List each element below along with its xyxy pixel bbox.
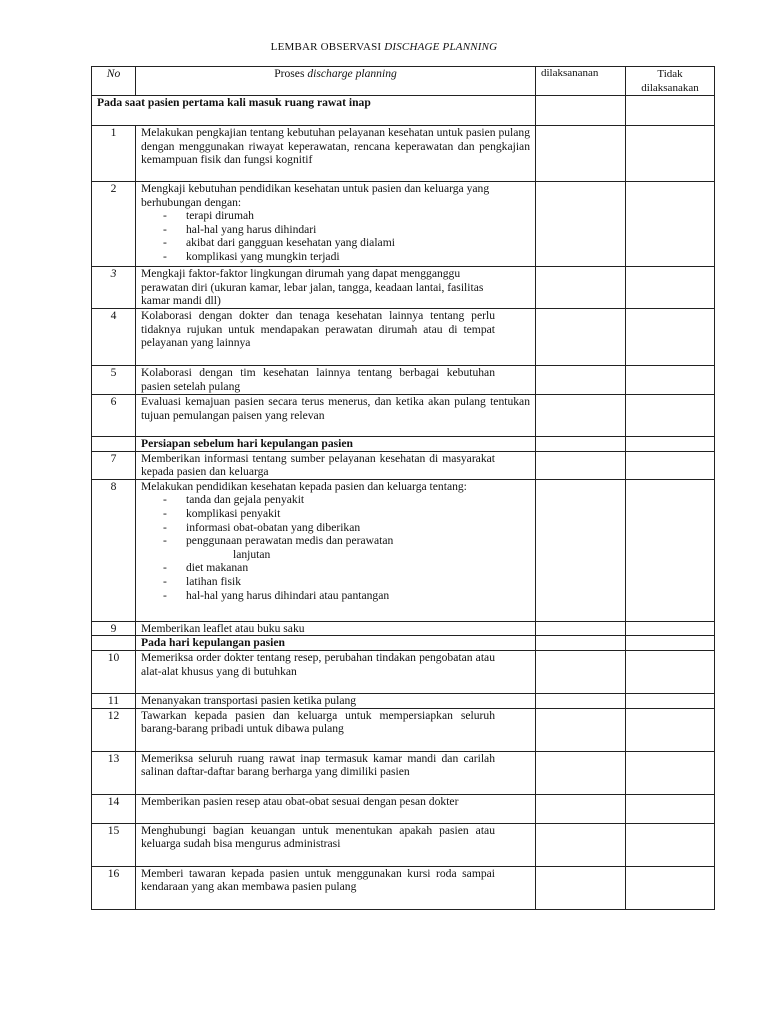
table-row — [92, 621, 715, 636]
header-process-prefix: Proses — [274, 67, 308, 80]
check-done[interactable] — [536, 267, 626, 309]
row-number: 7 — [92, 451, 136, 479]
check-not-done[interactable] — [626, 395, 715, 437]
header-process-italic: discharge planning — [307, 67, 397, 80]
row-text: Mengkaji kebutuhan pendidikan kesehatan untuk pasien dan keluarga yang berhubungan dengan: — [141, 182, 490, 209]
row-text: Menanyakan transportasi pasien ketika pulang — [136, 693, 536, 708]
list-item-text: penggunaan perawatan medis dan perawatan — [186, 534, 394, 548]
check-done[interactable] — [536, 366, 626, 395]
table-row — [92, 126, 715, 182]
row-text: Kolaborasi dengan tim kesehatan lainnya tentang berbagai kebutuhan pasien setelah pulang — [136, 366, 536, 395]
row-number: 13 — [92, 751, 136, 794]
check-not-done[interactable] — [626, 823, 715, 866]
check-not-done[interactable] — [626, 126, 715, 182]
list-item: - terapi dirumah — [141, 209, 530, 223]
list-item: - informasi obat-obatan yang diberikan — [141, 521, 490, 535]
table-row — [92, 267, 715, 309]
check-not-done[interactable] — [626, 650, 715, 693]
section-row — [92, 96, 715, 126]
row-number: 1 — [92, 126, 136, 182]
table-row — [92, 794, 715, 823]
check-done[interactable] — [536, 693, 626, 708]
check-done[interactable] — [536, 96, 626, 126]
check-not-done[interactable] — [626, 621, 715, 636]
list-item — [141, 534, 490, 561]
row-text: Kolaborasi dengan dokter dan tenaga kesehatan lainnya tentang perlu tidaknya rujukan untuk mendapakan perawatan dirumah atau di tempat pelayanan yang lainnya — [136, 309, 536, 366]
check-done[interactable] — [536, 451, 626, 479]
table-row — [92, 395, 715, 437]
empty-cell — [92, 437, 136, 452]
row-number: 15 — [92, 823, 136, 866]
bullet-list — [141, 493, 490, 602]
check-done[interactable] — [536, 866, 626, 909]
list-item: - akibat dari gangguan kesehatan yang dialami — [141, 236, 530, 250]
check-done[interactable] — [536, 395, 626, 437]
header-done: dilaksananan — [536, 67, 626, 96]
table-row — [92, 751, 715, 794]
check-done[interactable] — [536, 823, 626, 866]
table-row — [92, 479, 715, 621]
row-text: Memberikan informasi tentang sumber pelayanan kesehatan di masyarakat kepada pasien dan keluarga — [136, 451, 536, 479]
row-text: Melakukan pendidikan kesehatan kepada pasien dan keluarga tentang: — [141, 479, 467, 493]
row-number: 12 — [92, 708, 136, 751]
table-row — [92, 693, 715, 708]
row-number: 2 — [92, 182, 136, 267]
row-text: Memberi tawaran kepada pasien untuk menggunakan kursi roda sampai kendaraan yang akan membawa pasien pulang — [136, 866, 536, 909]
row-text: Menghubungi bagian keuangan untuk menentukan apakah pasien atau keluarga sudah bisa mengurus administrasi — [136, 823, 536, 866]
check-done[interactable] — [536, 309, 626, 366]
check-not-done[interactable] — [626, 693, 715, 708]
row-text: Evaluasi kemajuan pasien secara terus menerus, dan ketika akan pulang tentukan tujuan pemulangan paisen yang relevan — [136, 395, 536, 437]
row-number: 10 — [92, 650, 136, 693]
row-text: Tawarkan kepada pasien dan keluarga untuk mempersiapkan seluruh barang-barang pribadi untuk dibawa pulang — [136, 708, 536, 751]
check-done[interactable] — [536, 437, 626, 452]
check-done[interactable] — [536, 636, 626, 651]
row-text: Mengkaji faktor-faktor lingkungan dirumah yang dapat mengganggu perawatan diri (ukuran kamar, lebar jalan, tangga, keadaan lantai, fasilitas kamar mandi dll) — [136, 267, 536, 309]
check-done[interactable] — [536, 182, 626, 267]
page-title — [0, 41, 768, 53]
section-title: Persiapan sebelum hari kepulangan pasien — [136, 437, 536, 452]
row-number: 6 — [92, 395, 136, 437]
section-row — [92, 437, 715, 452]
check-done[interactable] — [536, 650, 626, 693]
section-row — [92, 636, 715, 651]
check-not-done[interactable] — [626, 96, 715, 126]
check-done[interactable] — [536, 126, 626, 182]
list-item: - latihan fisik — [141, 575, 490, 589]
list-item: - diet makanan — [141, 561, 490, 575]
check-not-done[interactable] — [626, 451, 715, 479]
check-not-done[interactable] — [626, 309, 715, 366]
row-number: 3 — [92, 267, 136, 309]
row-text: Memeriksa seluruh ruang rawat inap termasuk kamar mandi dan carilah salinan daftar-daftar barang berharga yang dimiliki pasien — [136, 751, 536, 794]
check-not-done[interactable] — [626, 479, 715, 621]
section-title: Pada hari kepulangan pasien — [136, 636, 536, 651]
row-content — [136, 182, 536, 267]
list-item: - hal-hal yang harus dihindari atau pantangan — [141, 589, 490, 603]
row-number: 14 — [92, 794, 136, 823]
row-text: Memberikan leaflet atau buku saku — [136, 621, 536, 636]
table-row — [92, 366, 715, 395]
table-row — [92, 823, 715, 866]
row-number: 9 — [92, 621, 136, 636]
table-row — [92, 451, 715, 479]
empty-cell — [92, 636, 136, 651]
row-text: Melakukan pengkajian tentang kebutuhan pelayanan kesehatan untuk pasien pulang dengan menggunakan riwayat keperawatan, rencana keperawatan dan pengkajian kemampuan fisik dan fungsi kognitif — [136, 126, 536, 182]
row-text: Memeriksa order dokter tentang resep, perubahan tindakan pengobatan atau alat-alat khusus yang di butuhkan — [136, 650, 536, 693]
check-not-done[interactable] — [626, 366, 715, 395]
bullet-list — [141, 209, 530, 263]
check-done[interactable] — [536, 479, 626, 621]
table-row — [92, 309, 715, 366]
row-content — [136, 479, 536, 621]
header-no: No — [92, 67, 136, 96]
row-number: 16 — [92, 866, 136, 909]
check-not-done[interactable] — [626, 794, 715, 823]
check-not-done[interactable] — [626, 636, 715, 651]
row-number: 4 — [92, 309, 136, 366]
list-item: - tanda dan gejala penyakit — [141, 493, 490, 507]
row-number: 8 — [92, 479, 136, 621]
table-row — [92, 866, 715, 909]
row-number: 5 — [92, 366, 136, 395]
table-row — [92, 182, 715, 267]
check-done[interactable] — [536, 794, 626, 823]
list-item-continuation: lanjutan — [233, 547, 271, 561]
check-done[interactable] — [536, 751, 626, 794]
check-not-done[interactable] — [626, 182, 715, 267]
title-main: LEMBAR OBSERVASI — [270, 41, 385, 53]
check-done[interactable] — [536, 708, 626, 751]
title-italic: DISCHAGE PLANNING — [384, 41, 498, 53]
section-title: Pada saat pasien pertama kali masuk ruang rawat inap — [92, 96, 536, 126]
table-row — [92, 708, 715, 751]
row-number: 11 — [92, 693, 136, 708]
check-not-done[interactable] — [626, 708, 715, 751]
check-not-done[interactable] — [626, 437, 715, 452]
list-item: - hal-hal yang harus dihindari — [141, 223, 530, 237]
observation-table — [91, 66, 715, 910]
row-text: Memberikan pasien resep atau obat-obat sesuai dengan pesan dokter — [136, 794, 536, 823]
check-done[interactable] — [536, 621, 626, 636]
header-not-done: Tidak dilaksanakan — [626, 67, 715, 96]
header-process — [136, 67, 536, 96]
header-row — [92, 67, 715, 96]
table-row — [92, 650, 715, 693]
list-item: - komplikasi yang mungkin terjadi — [141, 250, 530, 264]
list-item: - komplikasi penyakit — [141, 507, 490, 521]
check-not-done[interactable] — [626, 866, 715, 909]
check-not-done[interactable] — [626, 751, 715, 794]
check-not-done[interactable] — [626, 267, 715, 309]
